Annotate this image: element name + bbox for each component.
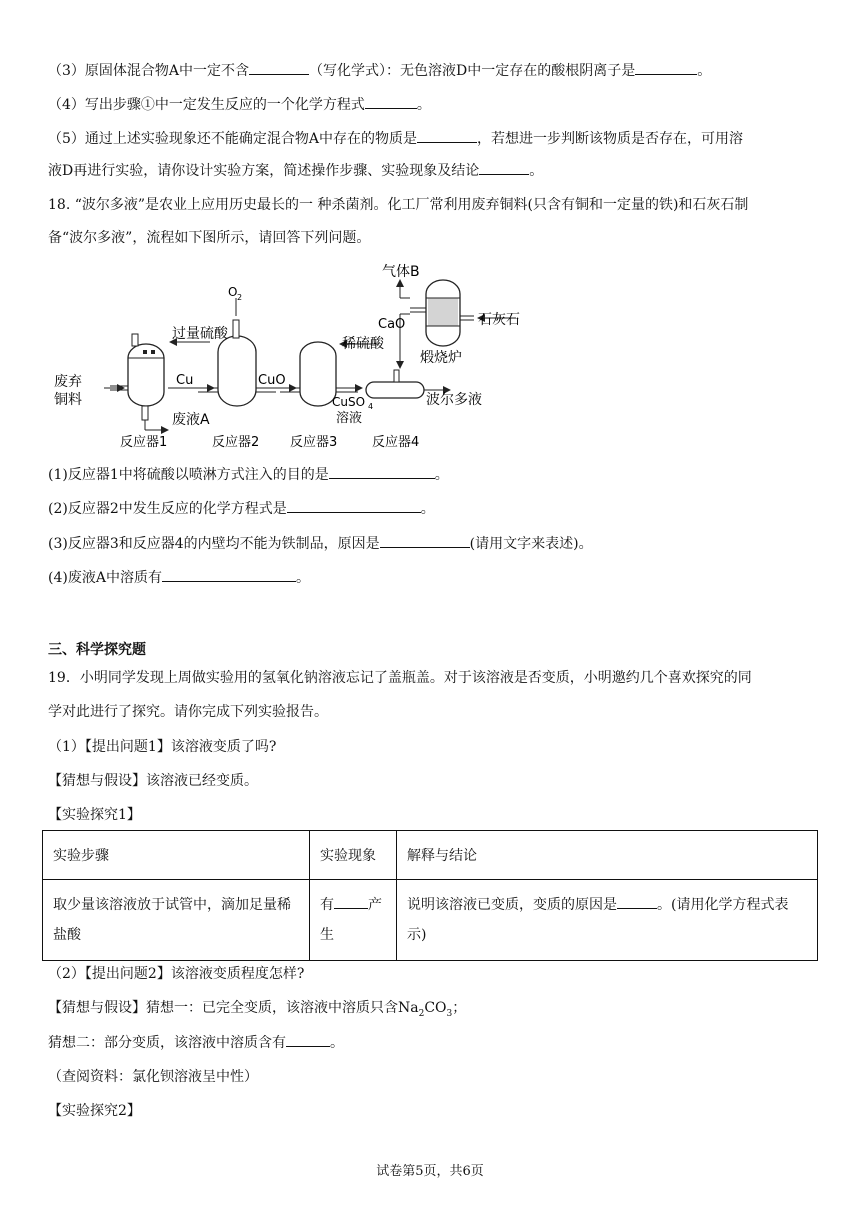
hypothesis2-text-b: CO (424, 1000, 447, 1016)
q17-part4 (48, 94, 431, 115)
dilute-sulfuric-acid-label: 稀硫酸 (342, 336, 384, 352)
answer-blank (417, 128, 477, 143)
hypothesis2-text-c: ； (452, 1000, 467, 1016)
bordeaux-process-diagram (48, 258, 568, 454)
q18-sub2-text-b: 。 (420, 501, 435, 517)
experiment-table (42, 830, 818, 961)
hypothesis2-subscript-2: 3 (446, 1008, 453, 1019)
excess-sulfuric-acid-label: 过量硫酸 (172, 326, 228, 342)
q19-intro-line2: 学对此进行了探究。请你完成下列实验报告。 (48, 704, 328, 720)
q18-sub3 (48, 533, 593, 554)
q17-part4-text-a: （4）写出步骤①中一定发生反应的一个化学方程式 (48, 97, 365, 113)
phenomenon-text-b: 产生 (320, 897, 382, 943)
q18-sub2 (48, 498, 435, 519)
q17-part5-text-c: 液D再进行实验，请你设计实验方案，简述操作步骤、实验现象及结论 (48, 163, 480, 179)
page-footer: 试卷第5页，共6页 (376, 1164, 484, 1179)
q17-part4-text-b: 。 (416, 97, 431, 113)
answer-blank (287, 498, 421, 513)
q17-part5-text-a: （5）通过上述实验现象还不能确定混合物A中存在的物质是 (48, 131, 418, 147)
q19-question2: （2）【提出问题2】该溶液变质程度怎样? (48, 966, 305, 982)
q17-part5-text-b: ，若想进一步判断该物质是否存在，可用溶 (477, 131, 744, 147)
q19-question1: （1）【提出问题1】该溶液变质了吗? (48, 739, 277, 755)
q18-sub4 (48, 567, 310, 588)
kiln-label: 煅烧炉 (420, 350, 462, 366)
waste-copper-label-1: 废弃 (54, 374, 82, 390)
table-row (43, 880, 818, 961)
q17-part5-line2 (48, 160, 543, 181)
hypothesis2-subscript-1: 2 (418, 1008, 425, 1019)
oxygen-subscript: 2 (237, 293, 243, 302)
waste-copper-label-2: 铜料 (54, 392, 82, 408)
answer-blank (635, 60, 697, 75)
gas-b-label: 气体B (382, 264, 420, 280)
q18-sub3-text-b: (请用文字来表述)。 (469, 536, 593, 552)
q19-intro-line1: 19．小明同学发现上周做实验用的氢氧化钠溶液忘记了盖瓶盖。对于该溶液是否变质，小明邀约几个喜欢探究的同 (48, 670, 752, 686)
q18-sub2-text-a: (2)反应器2中发生反应的化学方程式是 (48, 501, 287, 517)
reactor-1-vessel (110, 334, 164, 420)
section-title: 三、科学探究题 (48, 642, 146, 658)
q18-sub4-text-a: (4)废液A中溶质有 (48, 570, 162, 586)
q18-sub1-text-a: (1)反应器1中将硫酸以喷淋方式注入的目的是 (48, 467, 329, 483)
phenomenon-text-a: 有 (320, 897, 334, 913)
q17-part3-text-c: 。 (697, 63, 712, 79)
q18-sub4-text-b: 。 (295, 570, 310, 586)
hypothesis2-line2-text-b: 。 (330, 1035, 344, 1051)
table-header-cell: 解释与结论 (397, 831, 818, 880)
limestone-label: 石灰石 (478, 312, 520, 328)
waste-liquid-a-label: 废液A (172, 412, 210, 428)
q18-intro-line1: 18. “波尔多液”是农业上应用历史最长的一 种杀菌剂。化工厂常利用废弃铜料(只含有铜和一定量的铁)和石灰石制 (48, 197, 749, 213)
q18-sub1 (48, 464, 449, 485)
oxygen-label: O (228, 285, 238, 299)
answer-blank (334, 894, 368, 909)
table-header-row (43, 831, 818, 880)
answer-blank (365, 94, 417, 109)
solution-label: 溶液 (336, 411, 363, 426)
copper-oxide-label: CuO (258, 373, 286, 388)
hypothesis2-line2-text-a: 猜想二：部分变质，该溶液中溶质含有 (48, 1035, 286, 1051)
answer-blank (479, 160, 529, 175)
table-cell-phenomenon (310, 880, 397, 961)
q18-intro-line2: 备“波尔多液”，流程如下图所示，请回答下列问题。 (48, 230, 371, 246)
reactor-4-vessel (366, 370, 424, 398)
kiln-vessel (410, 280, 474, 346)
answer-blank (329, 464, 435, 479)
reactor-1-label: 反应器1 (120, 435, 168, 450)
q19-hypothesis2-line2 (48, 1032, 344, 1053)
conclusion-text-b: 。(请用化学方程式表示) (407, 897, 789, 943)
table-header-cell: 实验步骤 (43, 831, 310, 880)
answer-blank (286, 1032, 330, 1047)
hypothesis2-text-a: 【猜想与假设】猜想一：已完全变质，该溶液中溶质只含Na (48, 1000, 419, 1016)
q17-part3-text-b: （写化学式）：无色溶液D中一定存在的酸根阴离子是 (309, 63, 636, 79)
q19-experiment1-title: 【实验探究1】 (48, 807, 141, 823)
q19-reference-note: （查阅资料：氯化钡溶液呈中性） (48, 1069, 258, 1085)
answer-blank (617, 894, 657, 909)
reactor-3-label: 反应器3 (290, 435, 338, 450)
cao-label: CaO (378, 317, 406, 332)
copper-sulfate-subscript: 4 (368, 402, 374, 411)
answer-blank (162, 567, 296, 582)
q19-hypothesis2-line1 (48, 998, 466, 1024)
q18-sub3-text-a: (3)反应器3和反应器4的内壁均不能为铁制品，原因是 (48, 536, 380, 552)
copper-label: Cu (176, 373, 194, 388)
table-cell-step: 取少量该溶液放于试管中，滴加足量稀盐酸 (43, 880, 310, 961)
answer-blank (249, 60, 309, 75)
q17-part5-line1 (48, 128, 743, 149)
q17-part5-text-d: 。 (529, 163, 544, 179)
copper-sulfate-label: CuSO (332, 395, 366, 409)
bordeaux-mixture-label: 波尔多液 (426, 392, 482, 408)
q19-hypothesis1: 【猜想与假设】该溶液已经变质。 (48, 773, 258, 789)
answer-blank (380, 533, 470, 548)
reactor-2-label: 反应器2 (212, 435, 260, 450)
q18-sub1-text-b: 。 (434, 467, 449, 483)
q17-part3-text-a: （3）原固体混合物A中一定不含 (48, 63, 250, 79)
q17-part3 (48, 60, 711, 81)
q19-experiment2-title: 【实验探究2】 (48, 1103, 141, 1119)
table-header-cell: 实验现象 (310, 831, 397, 880)
reactor-4-label: 反应器4 (372, 435, 420, 450)
conclusion-text-a: 说明该溶液已变质，变质的原因是 (407, 897, 617, 913)
table-cell-conclusion (397, 880, 818, 961)
